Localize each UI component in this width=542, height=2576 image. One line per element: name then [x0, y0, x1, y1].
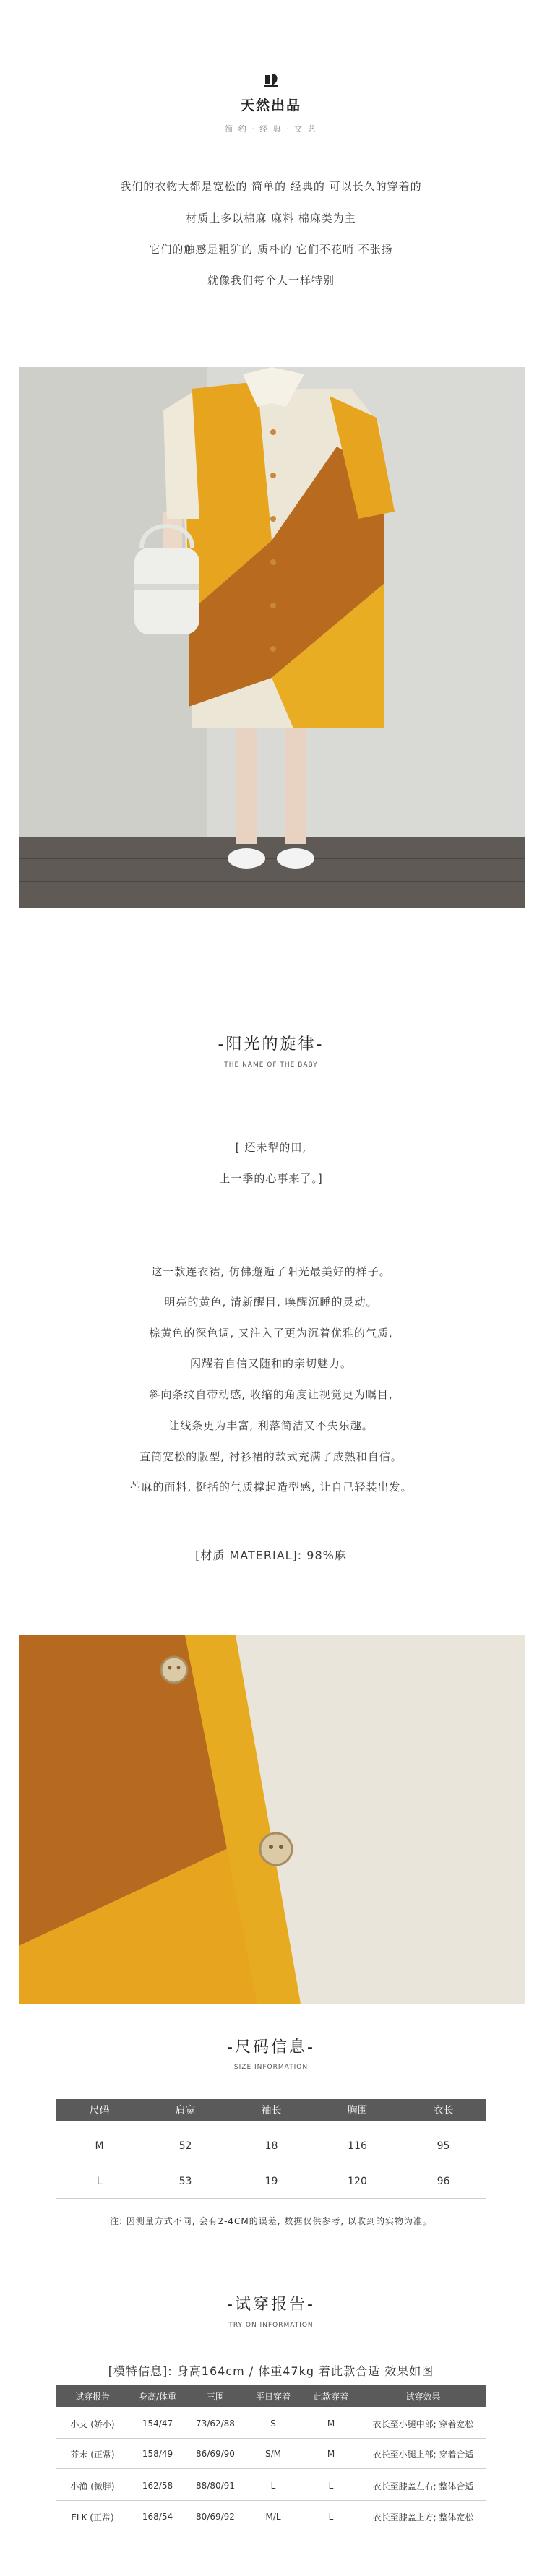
table-row [56, 2439, 486, 2468]
product-photo-model [19, 367, 525, 908]
table-cell: 小艾 (娇小) [70, 2418, 115, 2429]
size-table-header-cell: 尺码 [89, 2105, 110, 2116]
table-cell: 168/54 [142, 2512, 173, 2522]
fit-table-header-cell: 试穿报告 [74, 2391, 110, 2402]
fit-table-header [56, 2385, 486, 2407]
table-cell: 衣长至小腿中部; 穿着宽松 [372, 2418, 474, 2429]
table-cell: 衣长至膝盖上方; 整体宽松 [372, 2512, 474, 2523]
fit-table-header-cell: 平日穿着 [255, 2391, 291, 2402]
description-line: 明亮的黄色, 清新醒目, 唤醒沉睡的灵动。 [164, 1296, 378, 1309]
section-title-product: -阳光的旋律- [218, 1035, 324, 1054]
model-info: [模特信息]: 身高164cm / 体重47kg 着此款合适 效果如图 [108, 2364, 434, 2378]
table-cell: S/M [264, 2449, 281, 2459]
poem-line: 上一季的心事来了。] [219, 1172, 323, 1185]
table-cell: 73/62/88 [196, 2418, 235, 2429]
table-cell: 19 [264, 2176, 278, 2187]
table-cell: 88/80/91 [196, 2481, 235, 2491]
table-divider [56, 2500, 486, 2501]
table-cell: 116 [348, 2140, 367, 2152]
material-info: [材质 MATERIAL]: 98%麻 [195, 1548, 347, 1562]
size-table-header-cell: 袖长 [261, 2105, 282, 2116]
description-line: 让线条更为丰富, 利落简洁又不失乐趣。 [168, 1419, 374, 1432]
intro-line: 材质上多以棉麻 麻料 棉麻类为主 [186, 212, 356, 225]
intro-line: 就像我们每个人一样特别 [207, 274, 335, 287]
section-title-fit: -试穿报告- [227, 2296, 315, 2314]
table-cell: 120 [348, 2176, 367, 2187]
table-divider [56, 2198, 486, 2199]
section-title-size: -尺码信息- [227, 2038, 315, 2056]
description-line: 直筒宽松的版型, 衬衫裙的款式充满了成熟和自信。 [139, 1450, 403, 1463]
table-row [56, 2167, 486, 2196]
table-row [56, 2502, 486, 2531]
table-cell: 95 [436, 2140, 450, 2152]
table-divider [56, 2468, 486, 2469]
size-table-header-cell: 肩宽 [175, 2105, 196, 2116]
table-cell: 衣长至小腿上部; 穿着合适 [372, 2449, 474, 2460]
brand-slogan: 简 约 · 经 典 · 文 艺 [225, 124, 317, 134]
table-cell: 86/69/90 [196, 2449, 235, 2459]
description-line: 棕黄色的深色调, 又注入了更为沉着优雅的气质, [149, 1327, 393, 1340]
brand-name: 天然出品 [240, 98, 301, 113]
table-cell: M [95, 2140, 104, 2152]
brand-logo-icon [262, 72, 280, 88]
table-cell: L [96, 2176, 103, 2187]
size-table-header [56, 2099, 486, 2121]
fit-table-header-cell: 身高/体重 [138, 2391, 177, 2402]
table-cell: 52 [178, 2140, 192, 2152]
table-divider [56, 2438, 486, 2439]
table-row [56, 2132, 486, 2161]
table-cell: L [328, 2481, 334, 2491]
section-subtitle-size: SIZE INFORMATION [233, 2064, 309, 2071]
product-photo-detail [19, 1635, 525, 2004]
description-line: 这一款连衣裙, 仿佛邂逅了阳光最美好的样子。 [151, 1265, 391, 1278]
intro-line: 它们的触感是粗犷的 质朴的 它们不花哨 不张扬 [149, 243, 393, 256]
table-cell: L [270, 2481, 276, 2491]
table-cell: L [328, 2512, 334, 2522]
table-cell: 芥末 (正常) [70, 2449, 115, 2460]
intro-line: 我们的衣物大都是宽松的 简单的 经典的 可以长久的穿着的 [120, 180, 422, 193]
section-subtitle-fit: TRY ON INFORMATION [228, 2322, 314, 2329]
table-cell: M [327, 2418, 335, 2429]
table-cell: 162/58 [142, 2481, 173, 2491]
table-cell: 衣长至膝盖左右; 整体合适 [372, 2481, 474, 2491]
table-cell: 154/47 [142, 2418, 173, 2429]
table-cell: 小渔 (微胖) [70, 2481, 115, 2491]
table-cell: 53 [178, 2176, 192, 2187]
description-line: 苎麻的面料, 挺括的气质撑起造型感, 让自己轻装出发。 [129, 1481, 413, 1494]
fit-table-header-cell: 三围 [206, 2391, 224, 2402]
size-note: 注: 因测量方式不同, 会有2-4CM的误差, 数据仅供参考, 以收到的实物为准。 [109, 2216, 433, 2226]
table-cell: S [270, 2418, 276, 2429]
table-row [56, 2409, 486, 2438]
poem-line: [ 还未犁的田, [235, 1141, 307, 1154]
table-cell: 18 [264, 2140, 278, 2152]
section-subtitle-product: THE NAME OF THE BABY [224, 1061, 318, 1069]
table-cell: 80/69/92 [196, 2512, 235, 2522]
fit-table-header-cell: 此款穿着 [313, 2391, 348, 2402]
table-cell: M [327, 2449, 335, 2459]
size-table-header-cell: 胸围 [347, 2105, 368, 2116]
description-line: 闪耀着自信又随和的亲切魅力。 [189, 1357, 352, 1370]
size-table-header-cell: 衣长 [433, 2105, 454, 2116]
description-line: 斜向条纹自带动感, 收缩的角度让视觉更为瞩目, [149, 1388, 393, 1401]
table-row [56, 2471, 486, 2500]
table-cell: ELK (正常) [71, 2512, 114, 2523]
table-cell: 158/49 [142, 2449, 173, 2459]
table-cell: M/L [265, 2512, 281, 2522]
fit-table-header-cell: 试穿效果 [405, 2391, 441, 2402]
table-cell: 96 [436, 2176, 450, 2187]
